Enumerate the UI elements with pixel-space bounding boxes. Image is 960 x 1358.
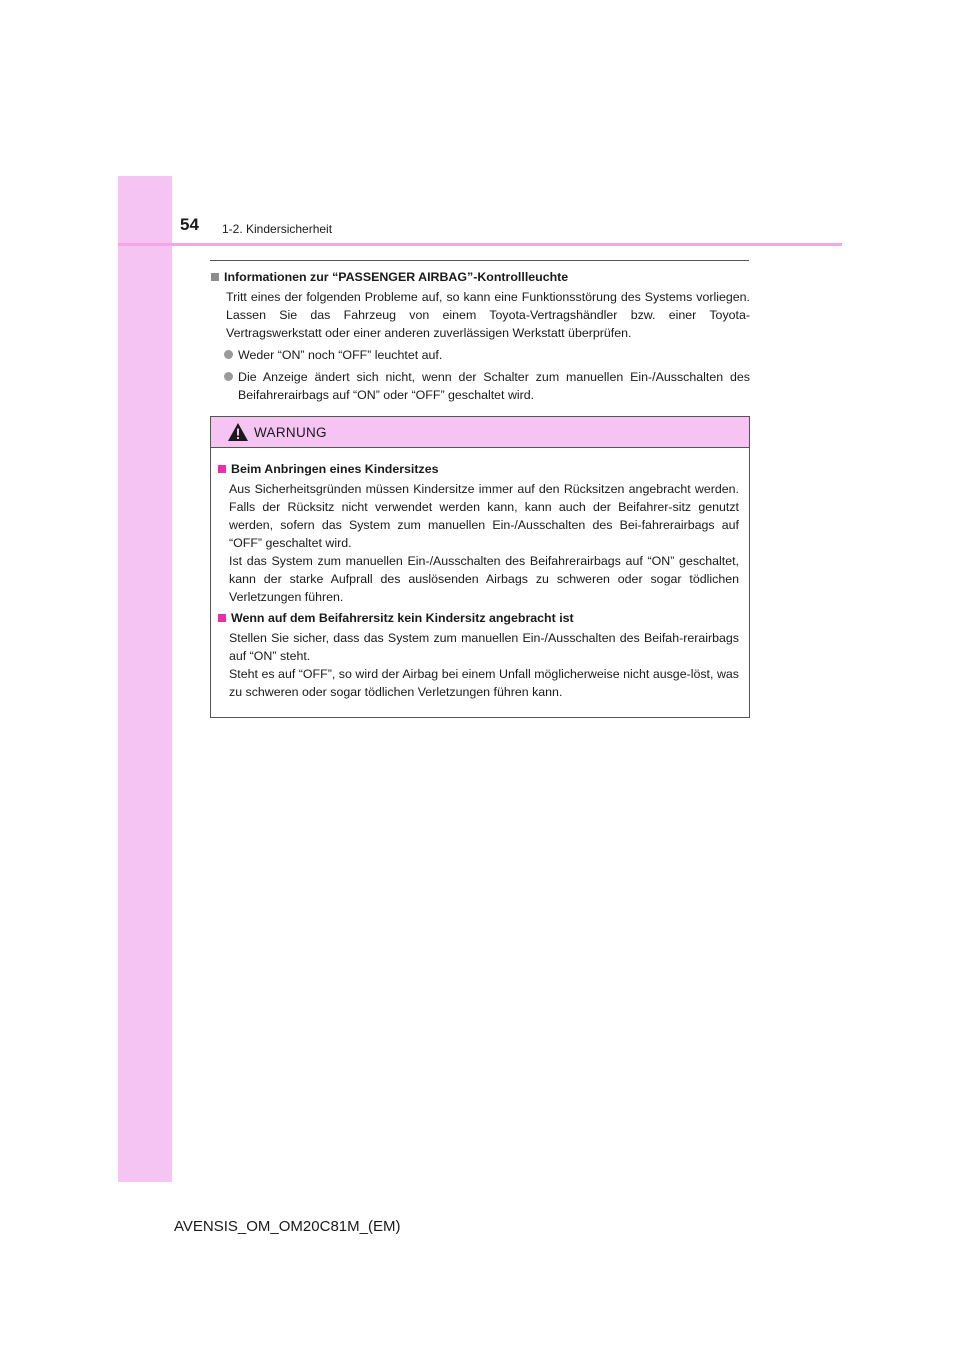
header-rule — [118, 243, 842, 246]
warning-section-heading — [217, 609, 739, 627]
round-bullet-icon — [224, 372, 233, 381]
header-band — [118, 176, 172, 244]
warning-paragraph: Steht es auf “OFF”, so wird der Airbag bei einem Unfall möglicherweise nicht ausge-löst, was zu schweren oder sogar tödlichen Verletzungen führen kann. — [229, 667, 739, 699]
info-heading-text: Informationen zur “PASSENGER AIRBAG”-Kontrollleuchte — [224, 270, 569, 284]
warning-paragraph: Aus Sicherheitsgründen müssen Kindersitze immer auf den Rücksitzen angebracht werden. Falls der Rücksitz nicht verwendet werden kann, kann auch der Beifahrer-sitz genutzt werden, sofern das System zum manuellen Ein-/Ausschalten des Bei-fahrerairbags auf “OFF” geschaltet wird. — [229, 482, 739, 550]
warning-paragraph: Ist das System zum manuellen Ein-/Ausschalten des Beifahrerairbags auf “ON” geschaltet, kann der starke Aufprall des auslösenden Airbags zu schweren oder sogar tödlichen Verletzungen führen. — [229, 554, 739, 604]
warning-paragraph: Stellen Sie sicher, dass das System zum manuellen Ein-/Ausschalten des Beifah-rerairbags auf “ON” steht. — [229, 631, 739, 663]
round-bullet-icon — [224, 350, 233, 359]
document-code: AVENSIS_OM_OM20C81M_(EM) — [174, 1218, 401, 1235]
warning-section-heading-text: Beim Anbringen eines Kindersitzes — [231, 462, 439, 476]
section-title: 1-2. Kindersicherheit — [222, 222, 333, 236]
warning-box — [210, 416, 750, 718]
list-item-text: Weder “ON” noch “OFF” leuchtet auf. — [238, 348, 443, 362]
list-item-text: Die Anzeige ändert sich nicht, wenn der Schalter zum manuellen Ein-/Ausschalten des Beifahrerairbags auf “ON” oder “OFF” geschaltet wird. — [238, 370, 750, 402]
square-bullet-icon — [211, 273, 219, 281]
info-heading — [210, 268, 750, 286]
warning-header — [211, 417, 749, 448]
info-section — [210, 268, 750, 404]
content-rule — [210, 260, 749, 261]
warning-triangle-icon — [227, 422, 249, 442]
list-item — [210, 368, 750, 404]
warning-body — [211, 448, 749, 701]
warning-section-heading-text: Wenn auf dem Beifahrersitz kein Kindersitz angebracht ist — [231, 611, 574, 625]
warning-section-heading — [217, 460, 739, 478]
list-item — [210, 346, 750, 364]
warning-title: WARNUNG — [254, 425, 327, 440]
side-tab — [118, 176, 172, 1182]
page-number: 54 — [180, 215, 199, 234]
info-body: Tritt eines der folgenden Probleme auf, so kann eine Funktionsstörung des Systems vorliegen. Lassen Sie das Fahrzeug von einem Toyota-Vertragshändler bzw. einer Toyota-Vertragswerkstatt oder einer anderen zuverlässigen Werkstatt überprüfen. — [226, 290, 750, 340]
square-bullet-icon — [218, 614, 226, 622]
square-bullet-icon — [218, 465, 226, 473]
